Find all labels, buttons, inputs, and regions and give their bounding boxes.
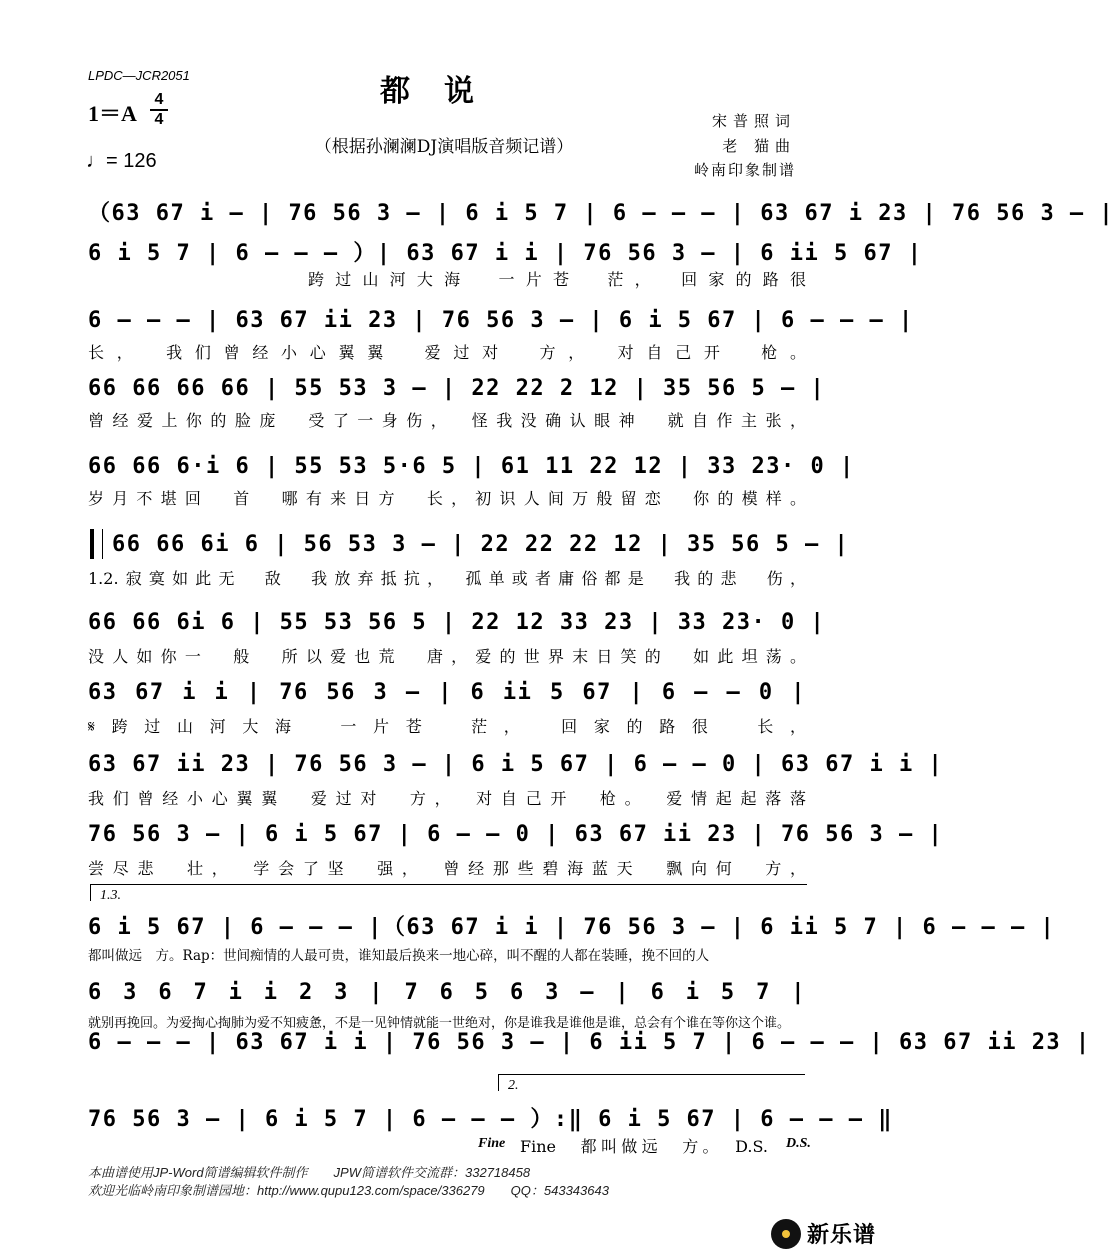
- key-signature: 1＝A: [88, 101, 137, 126]
- notation-line: 6 3 6 7 i i 2 3 | 7 6 5 6 3 – | 6 i 5 7 |: [88, 980, 806, 1005]
- notation-line: 76 56 3 – | 6 i 5 7 | 6 – – – ）:‖ 6 i 5 67 | 6 – – – ‖: [88, 1107, 893, 1132]
- notation-line: 63 67 ii 23 | 76 56 3 – | 6 i 5 67 | 6 – – 0 | 63 67 i i |: [88, 752, 944, 777]
- ds-marking: D.S.: [786, 1136, 811, 1151]
- notation-line: 66 66 6i 6 | 56 53 3 – | 22 22 22 12 | 35 56 5 – |: [112, 532, 850, 557]
- logo-text: 新乐谱: [806, 1223, 876, 1248]
- notation-line: 66 66 6i 6 | 55 53 56 5 | 22 12 33 23 | 33 23· 0 |: [88, 610, 826, 635]
- fine-marking: Fine: [478, 1136, 506, 1151]
- notation-line: （63 67 i – | 76 56 3 – | 6 i 5 7 | 6 – – – | 63 67 i 23 | 76 56 3 – |: [88, 201, 1114, 226]
- score-code: LPDC—JCR2051: [88, 68, 190, 83]
- lyric-line: 没人如你一 般 所以爱也荒 唐，爱的世界末日笑的 如此坦荡。: [88, 647, 806, 666]
- notation-line: 6 i 5 7 | 6 – – – ）| 63 67 i i | 76 56 3 – | 6 ii 5 67 |: [88, 241, 923, 266]
- site-logo: [771, 1218, 876, 1249]
- lyric-line: 𝄋跨过山河大海 一片苍 茫， 回家的路很 长，: [88, 717, 806, 736]
- lyric-line: 岁月不堪回 首 哪有来日方 长，初识人间万般留恋 你的模样。: [88, 489, 806, 508]
- notation-line: 76 56 3 – | 6 i 5 67 | 6 – – 0 | 63 67 ii 23 | 76 56 3 – |: [88, 822, 944, 847]
- subtitle: （根据孙澜澜DJ演唱版音频记谱）: [314, 137, 574, 157]
- lyric-line: 我们曾经小心翼翼 爱过对 方， 对自己开 枪。 爱情起起落落: [88, 789, 806, 808]
- composer-credit: 老 猫曲: [722, 137, 796, 155]
- volta-label-2: 2.: [508, 1078, 519, 1093]
- song-title: 都说: [380, 74, 508, 109]
- tempo-marking: ♩= 126: [86, 150, 157, 172]
- footer-line: 欢迎光临岭南印象制谱园地：http://www.qupu123.com/space/336279 QQ：543343643: [88, 1183, 609, 1198]
- notation-line: 66 66 66 66 | 55 53 3 – | 22 22 2 12 | 35 56 5 – |: [88, 376, 826, 401]
- arranger-credit: 岭南印象制谱: [693, 161, 796, 179]
- volta-bracket-1-3: [90, 884, 807, 901]
- footer-line: 本曲谱使用JP-Word简谱编辑软件制作 JPW简谱软件交流群：332718458: [88, 1165, 531, 1180]
- lyric-line: 曾经爱上你的脸庞 受了一身伤， 怪我没确认眼神 就自作主张，: [88, 411, 806, 430]
- notation-line: 6 i 5 67 | 6 – – – |（63 67 i i | 76 56 3 – | 6 ii 5 7 | 6 – – – |: [88, 915, 1056, 940]
- repeat-start-barline: [90, 529, 103, 559]
- notation-line: 66 66 6·i 6 | 55 53 5·6 5 | 61 11 22 12 | 33 23· 0 |: [88, 454, 855, 479]
- lyric-line: 跨过山河大海 一片苍 茫， 回家的路很: [308, 270, 806, 289]
- rap-lyric-line: 就别再挽回。为爱掏心掏肺为爱不知疲惫，不是一见钟情就能一世绝对，你是谁我是谁他是谁，总会有个谁在等你这个谁。: [88, 1016, 791, 1031]
- lyric-line: 长， 我们曾经小心翼翼 爱过对 方， 对自己开 枪。: [88, 343, 806, 362]
- lyric-line: 尝尽悲 壮， 学会了坚 强， 曾经那些碧海蓝天 飘向何 方，: [88, 859, 806, 878]
- time-signature-bottom: 4: [154, 111, 164, 128]
- notation-line: 63 67 i i | 76 56 3 – | 6 ii 5 67 | 6 – – 0 |: [88, 680, 806, 705]
- time-signature: [150, 92, 168, 128]
- time-signature-top: 4: [154, 91, 164, 108]
- notation-line: 6 – – – | 63 67 ii 23 | 76 56 3 – | 6 i 5 67 | 6 – – – |: [88, 308, 914, 333]
- lyric-line: Fine 都叫做远 方。 D.S.: [520, 1137, 768, 1156]
- lyric-line: 1.2.寂寞如此无 敌 我放弃抵抗， 孤单或者庸俗都是 我的悲 伤，: [88, 569, 806, 588]
- volta-label-1-3: 1.3.: [100, 888, 121, 903]
- lyricist-credit: 宋普照词: [711, 112, 796, 130]
- record-icon: [771, 1219, 801, 1249]
- lyric-line: 都叫做远 方。Rap：世间痴情的人最可贵，谁知最后换来一地心碎，叫不醒的人都在装睡，挽不回的人: [88, 948, 710, 964]
- volta-bracket-2: [498, 1074, 805, 1091]
- notation-line: 6 – – – | 63 67 i i | 76 56 3 – | 6 ii 5 7 | 6 – – – | 63 67 ii 23 |: [88, 1030, 1091, 1055]
